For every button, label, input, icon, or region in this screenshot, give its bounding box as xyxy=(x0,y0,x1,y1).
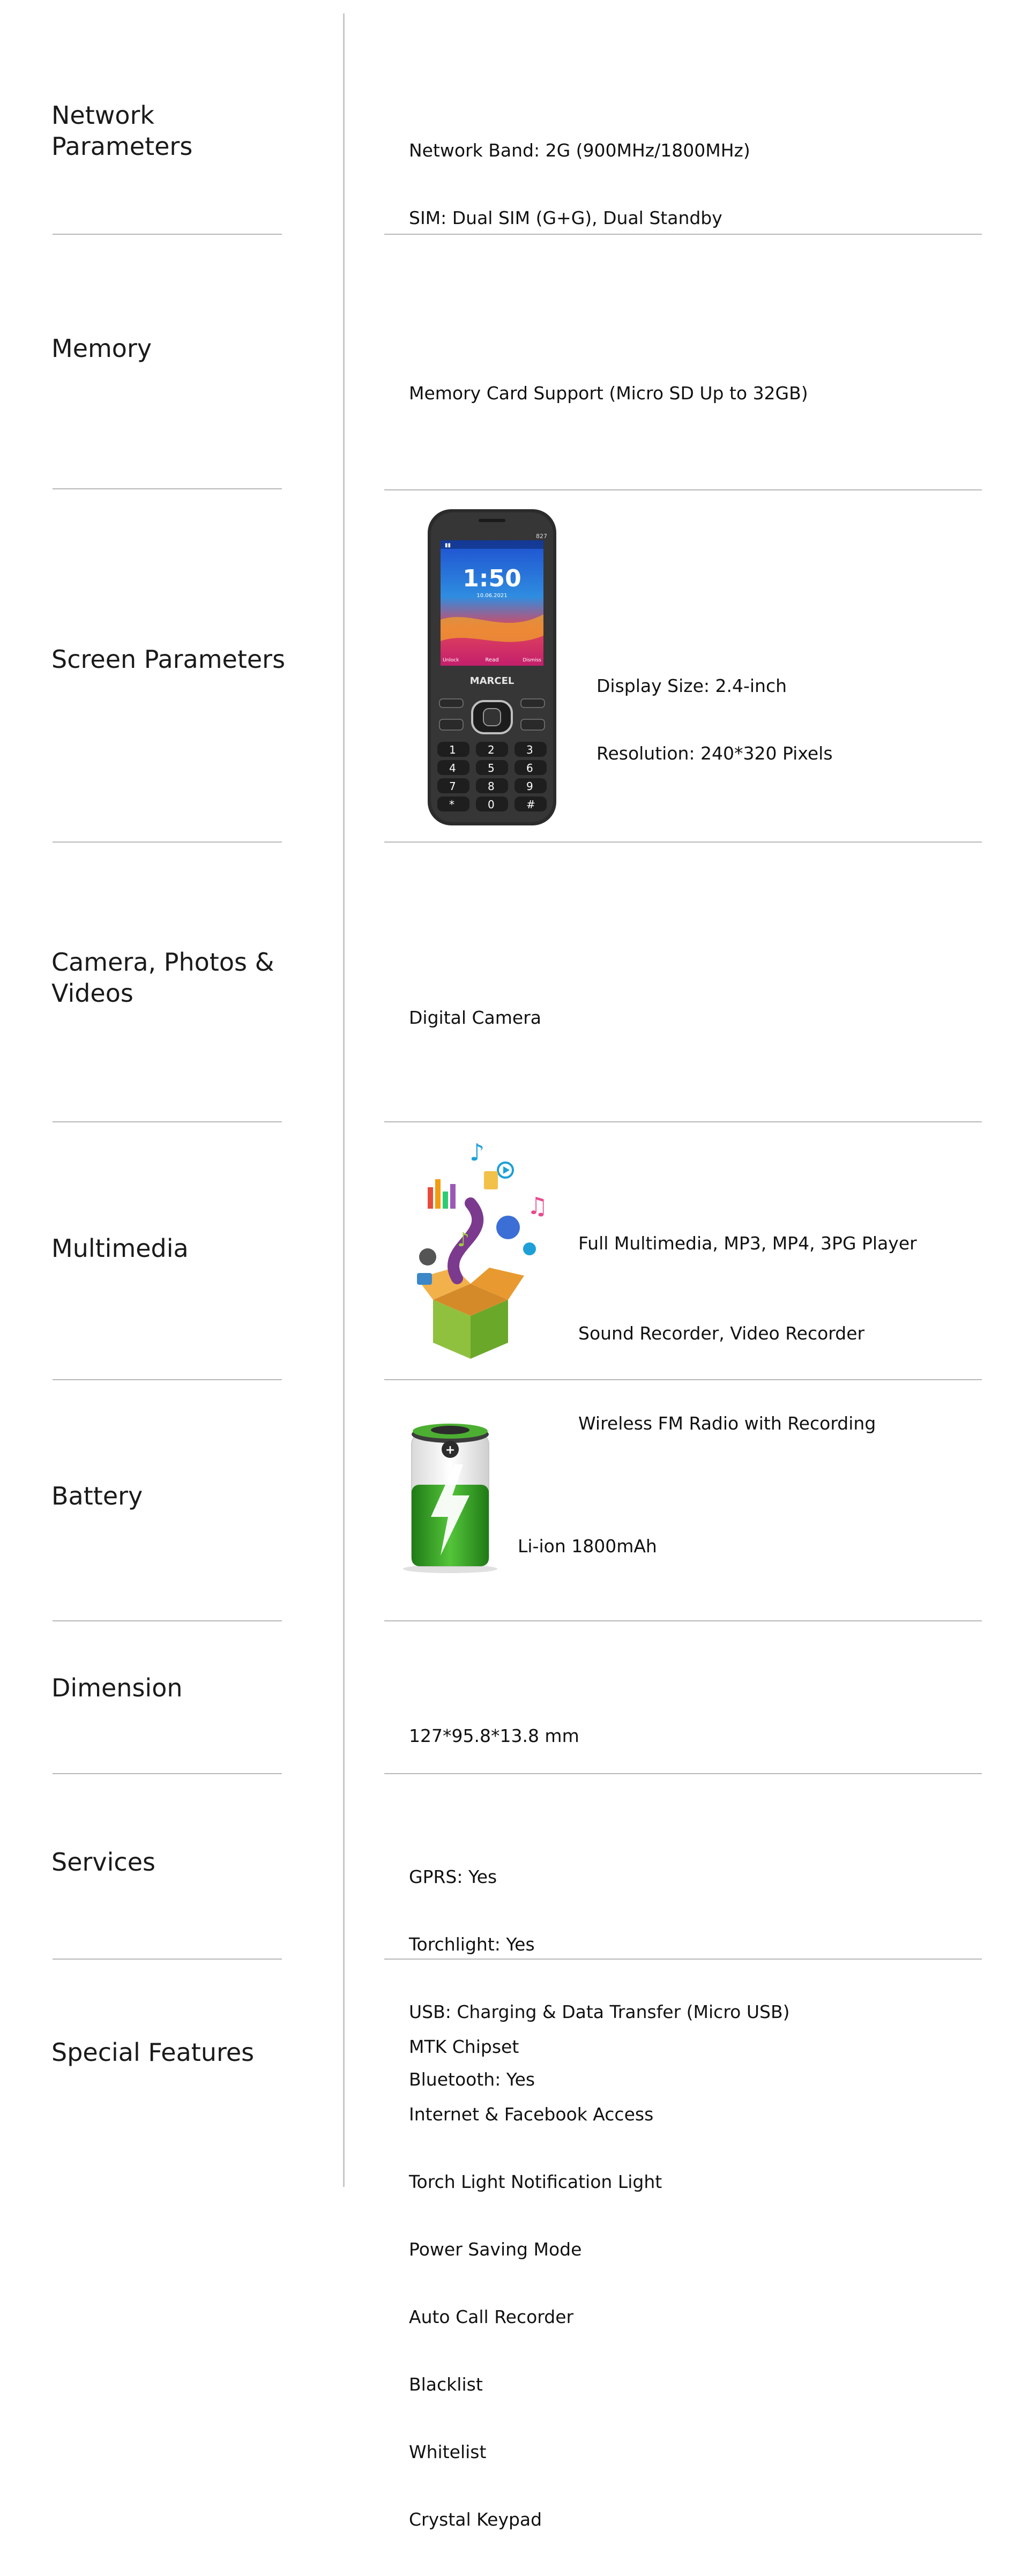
multimedia-line: Wireless FM Radio with Recording xyxy=(578,1413,876,1434)
content-screen xyxy=(596,630,833,810)
key-1: 1 xyxy=(449,743,456,756)
separator xyxy=(384,1620,982,1621)
key-3: 3 xyxy=(526,743,533,756)
content-multimedia xyxy=(578,1187,917,1480)
separator xyxy=(384,1379,982,1380)
key-hash: # xyxy=(526,798,535,811)
services-line: Torchlight: Yes xyxy=(409,1934,535,1955)
battery-icon xyxy=(399,1415,506,1576)
phone-date: 10.06.2021 xyxy=(476,593,508,599)
content-battery xyxy=(518,1490,657,1603)
key-4: 4 xyxy=(449,762,456,775)
multimedia-image xyxy=(406,1139,551,1364)
label-screen: Screen Parameters xyxy=(51,645,286,674)
services-line: Bluetooth: Yes xyxy=(409,2069,535,2090)
phone-soft-right: Dismiss xyxy=(523,658,541,663)
special-line: Whitelist xyxy=(409,2441,487,2462)
content-memory xyxy=(409,337,808,450)
services-line: GPRS: Yes xyxy=(409,1866,497,1887)
svg-text:♪: ♪ xyxy=(469,1139,485,1166)
label-battery: Battery xyxy=(51,1481,143,1510)
label-camera: Camera, Photos & Videos xyxy=(51,948,274,1008)
key-9: 9 xyxy=(526,780,533,793)
separator xyxy=(384,1959,982,1960)
phone-carrier: 827 xyxy=(536,533,547,540)
label-services: Services xyxy=(51,1848,155,1877)
keypad-row xyxy=(437,760,547,775)
keypad-row xyxy=(437,742,547,757)
separator xyxy=(53,1379,282,1380)
key-6: 6 xyxy=(526,762,533,775)
separator xyxy=(384,1773,982,1774)
keypad-row xyxy=(437,778,547,793)
separator xyxy=(53,234,282,235)
battery-line: Li-ion 1800mAh xyxy=(518,1536,657,1557)
services-line: USB: Charging & Data Transfer (Micro USB) xyxy=(409,2001,790,2022)
separator xyxy=(53,488,282,489)
special-line: Blacklist xyxy=(409,2374,483,2395)
key-7: 7 xyxy=(449,780,456,793)
svg-text:♪: ♪ xyxy=(457,1229,469,1251)
vertical-divider xyxy=(343,13,345,2187)
phone-soft-left: Unlock xyxy=(443,658,459,663)
separator xyxy=(53,1773,282,1774)
separator xyxy=(53,1959,282,1960)
label-multimedia: Multimedia xyxy=(51,1234,189,1263)
label-memory: Memory xyxy=(51,334,152,363)
label-special: Special Features xyxy=(51,2038,255,2067)
multimedia-line: Sound Recorder, Video Recorder xyxy=(578,1323,865,1344)
screen-line: Resolution: 240*320 Pixels xyxy=(596,743,833,764)
special-line: Internet & Facebook Access xyxy=(409,2104,654,2125)
memory-line: Memory Card Support (Micro SD Up to 32GB) xyxy=(409,383,808,404)
special-line: Torch Light Notification Light xyxy=(409,2171,662,2192)
dimension-line: 127*95.8*13.8 mm xyxy=(409,1725,579,1746)
separator xyxy=(53,1620,282,1621)
content-special xyxy=(409,1991,662,2576)
separator xyxy=(384,1121,982,1122)
separator xyxy=(53,842,282,843)
content-camera xyxy=(409,962,541,1074)
key-5: 5 xyxy=(488,762,495,775)
separator xyxy=(384,489,982,490)
svg-text:♫: ♫ xyxy=(527,1193,548,1220)
network-line: Network Band: 2G (900MHz/1800MHz) xyxy=(409,140,750,161)
special-line: Auto Call Recorder xyxy=(409,2306,574,2327)
content-dimension xyxy=(409,1680,579,1792)
screen-line: Display Size: 2.4-inch xyxy=(596,675,787,696)
separator xyxy=(53,1121,282,1122)
camera-line: Digital Camera xyxy=(409,1007,542,1028)
phone-soft-mid: Read xyxy=(485,657,499,663)
phone-image xyxy=(423,507,561,829)
key-star: * xyxy=(449,798,454,811)
key-2: 2 xyxy=(488,743,495,756)
special-line: MTK Chipset xyxy=(409,2036,519,2057)
key-0: 0 xyxy=(488,798,495,811)
svg-text:+: + xyxy=(445,1443,456,1457)
content-network xyxy=(409,94,750,274)
label-network: Network Parameters xyxy=(51,101,193,161)
separator xyxy=(384,234,982,235)
separator xyxy=(384,842,982,843)
phone-brand: MARCEL xyxy=(469,675,514,687)
phone-time: 1:50 xyxy=(463,565,521,592)
network-line: SIM: Dual SIM (G+G), Dual Standby xyxy=(409,207,722,228)
label-dimension: Dimension xyxy=(51,1673,183,1702)
key-8: 8 xyxy=(488,780,495,793)
keypad-row xyxy=(437,796,547,811)
multimedia-line: Full Multimedia, MP3, MP4, 3PG Player xyxy=(578,1233,917,1254)
special-line: Crystal Keypad xyxy=(409,2509,542,2530)
special-line: Power Saving Mode xyxy=(409,2239,582,2260)
svg-text:▮▮: ▮▮ xyxy=(445,542,451,548)
